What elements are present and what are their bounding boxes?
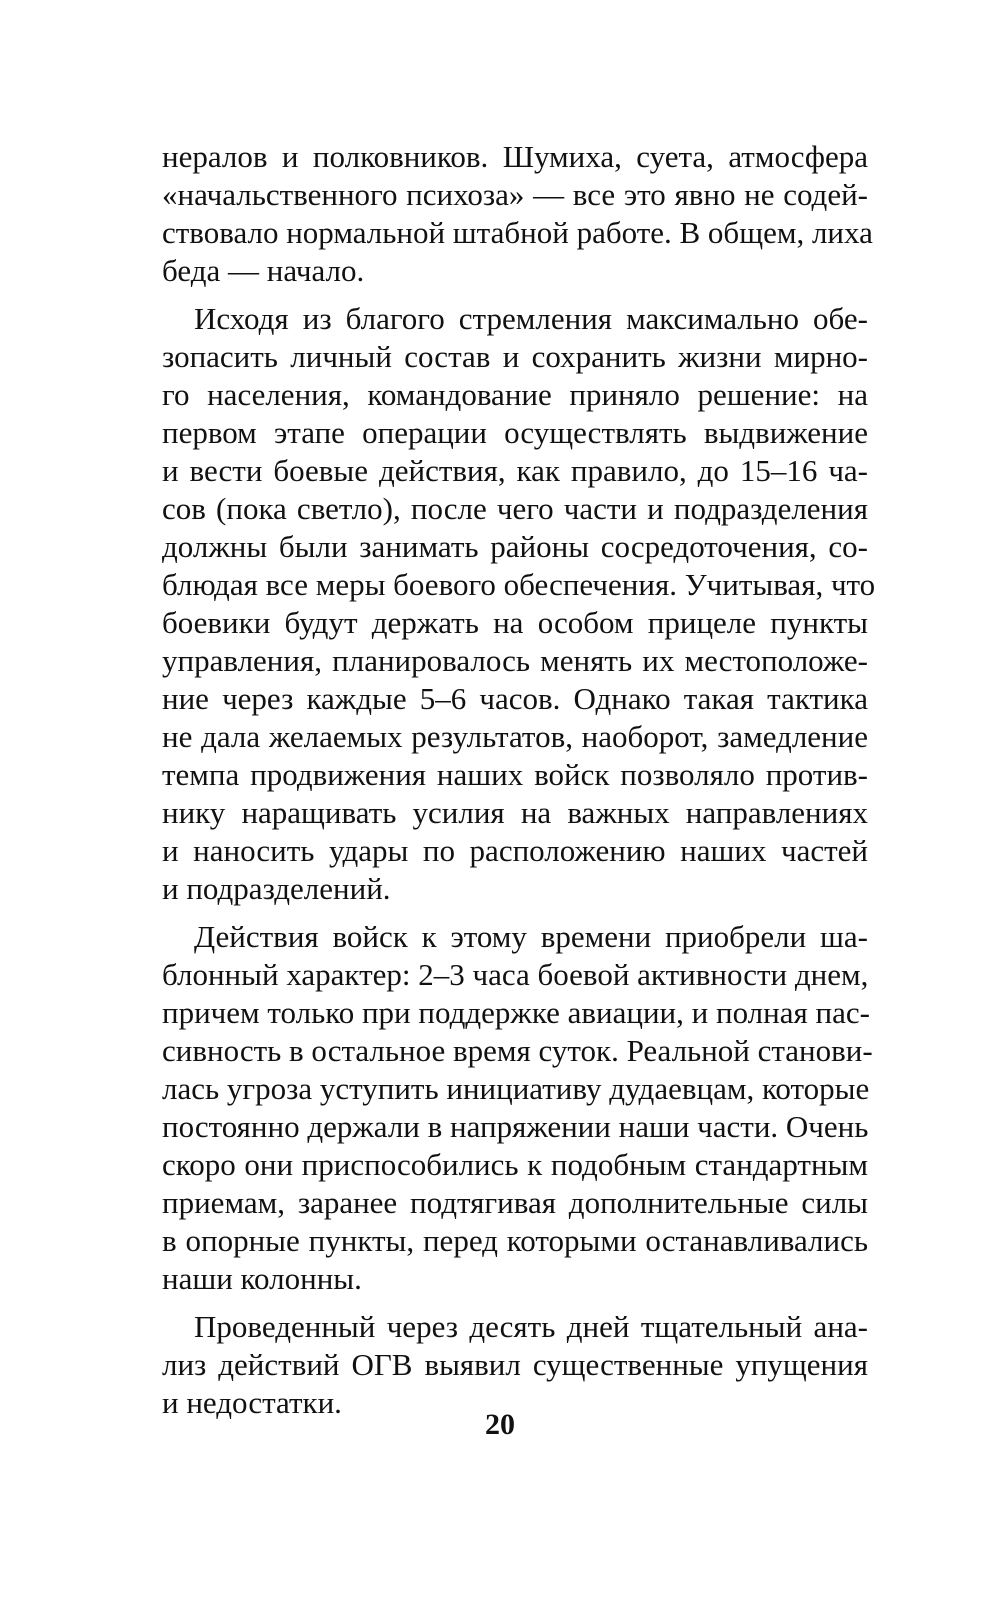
text-line: Исходя из благого стремления максимально обе- — [194, 301, 868, 336]
text-line: боевики будут держать на особом прицеле пункты — [162, 605, 868, 640]
paragraph-2 — [162, 300, 876, 908]
paragraph-4 — [162, 1308, 868, 1422]
text-line: приемам, заранее подтягивая дополнительные силы — [162, 1185, 868, 1220]
text-line: нику наращивать усилия на важных направлениях — [162, 795, 868, 830]
text-line: темпа продвижения наших войск позволяло против- — [162, 757, 868, 792]
text-line: сов (пока светло), после чего части и подразделения — [162, 491, 868, 526]
text-line: ствовало нормальной штабной работе. В общем, лиха — [162, 215, 873, 250]
text-line: в опорные пункты, перед которыми останавливались — [162, 1223, 868, 1258]
paragraph-1 — [162, 138, 873, 290]
text-line: наши колонны. — [162, 1261, 362, 1296]
text-line: и наносить удары по расположению наших частей — [162, 833, 868, 868]
text-line: Проведенный через десять дней тщательный ана- — [194, 1309, 868, 1344]
text-line: блонный характер: 2–3 часа боевой активности днем, — [162, 957, 869, 992]
text-line: должны были занимать районы сосредоточения, со- — [162, 529, 868, 564]
text-line: и недостатки. — [162, 1385, 342, 1420]
text-line: первом этапе операции осуществлять выдвижение — [162, 415, 868, 450]
text-line: и подразделений. — [162, 871, 391, 906]
text-line: постоянно держали в напряжении наши части. Очень — [162, 1109, 869, 1144]
text-line: скоро они приспособились к подобным стандартным — [162, 1147, 868, 1182]
text-line: сивность в остальное время суток. Реальной станови- — [162, 1033, 873, 1068]
body-text — [162, 138, 876, 1422]
text-line: нералов и полковников. Шумиха, суета, атмосфера — [162, 139, 868, 174]
text-line: го населения, командование приняло решение: на — [162, 377, 868, 412]
text-line: «начальственного психоза» — все это явно не содей- — [162, 177, 868, 212]
text-line: причем только при поддержке авиации, и полная пас- — [162, 995, 870, 1030]
text-line: и вести боевые действия, как правило, до 15–16 ча- — [162, 453, 868, 488]
text-line: лась угроза уступить инициативу дудаевцам, которые — [162, 1071, 870, 1106]
text-line: лиз действий ОГВ выявил существенные упущения — [162, 1347, 868, 1382]
text-line: блюдая все меры боевого обеспечения. Учитывая, что — [162, 567, 876, 602]
page-number: 20 — [485, 1408, 515, 1441]
text-line: ние через каждые 5–6 часов. Однако такая тактика — [162, 681, 868, 716]
text-line: управления, планировалось менять их местоположе- — [162, 643, 868, 678]
text-line: зопасить личный состав и сохранить жизни мирно- — [162, 339, 868, 374]
text-line: беда — начало. — [162, 253, 365, 288]
text-line: Действия войск к этому времени приобрели ша- — [194, 919, 868, 954]
text-line: не дала желаемых результатов, наоборот, замедление — [162, 719, 868, 754]
paragraph-3 — [162, 918, 873, 1298]
